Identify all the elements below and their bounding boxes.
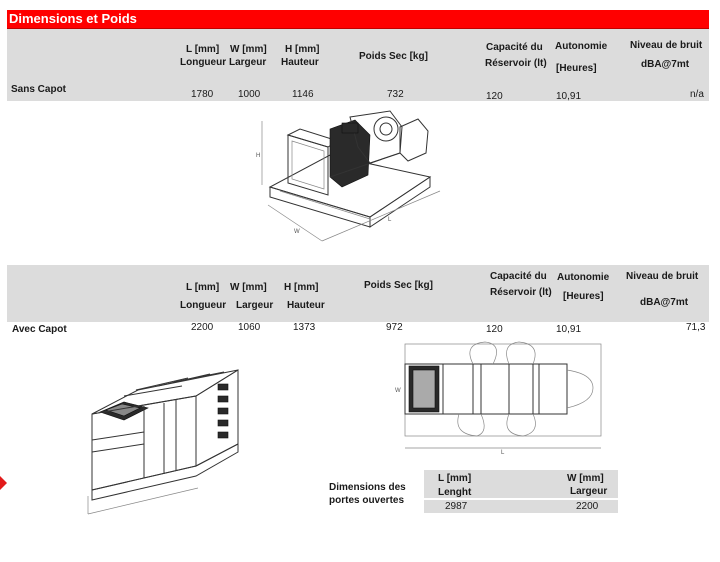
sans-capot-row-label: Sans Capot — [11, 84, 67, 95]
portes-l-value: 2987 — [445, 501, 468, 512]
avec-capot-poids-value: 972 — [386, 322, 403, 333]
avec-capot-l-mm-header: L [mm] — [186, 282, 220, 293]
sans-capot-capacite-value: 120 — [486, 91, 503, 102]
sans-capot-l-dim-label: L — [388, 217, 392, 223]
avec-capot-largeur-value: 1060 — [238, 322, 261, 333]
generator-open-drawing — [250, 105, 455, 250]
avec-capot-h-mm-header: H [mm] — [284, 282, 319, 293]
sans-capot-w-mm-header: W [mm] — [230, 44, 267, 55]
avec-capot-bruit-header-1: Niveau de bruit — [626, 271, 699, 282]
avec-capot-bruit-header-2: dBA@7mt — [640, 297, 689, 308]
sans-capot-bruit-value: n/a — [690, 89, 704, 100]
generator-canopy-drawing — [78, 348, 258, 520]
porte-w-dim-label: W — [395, 388, 401, 394]
porte-l-dim-label: L — [501, 450, 505, 456]
section-title: Dimensions et Poids — [9, 11, 137, 26]
sans-capot-longueur-value: 1780 — [191, 89, 214, 100]
sans-capot-largeur-value: 1000 — [238, 89, 261, 100]
sans-capot-header-band — [7, 29, 709, 87]
portes-largeur-header: Largeur — [570, 486, 608, 497]
sans-capot-bruit-header-2: dBA@7mt — [641, 59, 690, 70]
sans-capot-hauteur-value: 1146 — [292, 89, 314, 100]
avec-capot-capacite-header-2: Réservoir (lt) — [490, 287, 552, 298]
sans-capot-bruit-header-1: Niveau de bruit — [630, 40, 703, 51]
portes-w-mm-header: W [mm] — [567, 473, 604, 484]
sans-capot-autonomie-header-1: Autonomie — [555, 41, 608, 52]
avec-capot-longueur-value: 2200 — [191, 322, 214, 333]
avec-capot-row-label: Avec Capot — [12, 324, 67, 335]
portes-w-value: 2200 — [576, 501, 599, 512]
avec-capot-autonomie-value: 10,91 — [556, 324, 582, 335]
sans-capot-capacite-header-1: Capacité du — [486, 42, 543, 53]
avec-capot-w-mm-header: W [mm] — [230, 282, 267, 293]
avec-capot-poids-header: Poids Sec [kg] — [364, 280, 433, 291]
section-title-bar — [7, 10, 709, 29]
sans-capot-largeur-header: Largeur — [229, 57, 267, 68]
red-triangle-marker-icon — [0, 476, 7, 490]
portes-label-2: portes ouvertes — [329, 495, 405, 506]
portes-l-mm-header: L [mm] — [438, 473, 472, 484]
sans-capot-h-mm-header: H [mm] — [285, 44, 320, 55]
avec-capot-capacite-header-1: Capacité du — [490, 271, 547, 282]
sans-capot-poids-value: 732 — [387, 89, 404, 100]
sans-capot-capacite-header-2: Réservoir (lt) — [485, 58, 547, 69]
avec-capot-hauteur-value: 1373 — [293, 322, 316, 333]
sans-capot-autonomie-header-2: [Heures] — [556, 63, 597, 74]
sans-capot-poids-header: Poids Sec [kg] — [359, 51, 428, 62]
portes-lenght-header: Lenght — [438, 487, 472, 498]
sans-capot-w-dim-label: W — [294, 229, 300, 235]
avec-capot-largeur-header: Largeur — [236, 300, 274, 311]
avec-capot-bruit-value: 71,3 — [686, 322, 706, 333]
sans-capot-hauteur-header: Hauteur — [281, 57, 319, 68]
avec-capot-hauteur-header: Hauteur — [287, 300, 325, 311]
sans-capot-longueur-header: Longueur — [180, 57, 227, 68]
avec-capot-longueur-header: Longueur — [180, 300, 227, 311]
portes-label-1: Dimensions des — [329, 482, 406, 493]
avec-capot-capacite-value: 120 — [486, 324, 503, 335]
sans-capot-values-band — [7, 87, 709, 101]
sans-capot-l-mm-header: L [mm] — [186, 44, 220, 55]
avec-capot-autonomie-header-1: Autonomie — [557, 272, 610, 283]
doors-open-top-view — [393, 340, 608, 460]
avec-capot-autonomie-header-2: [Heures] — [563, 291, 604, 302]
sans-capot-autonomie-value: 10,91 — [556, 91, 582, 102]
sans-capot-h-dim-label: H — [256, 153, 261, 159]
